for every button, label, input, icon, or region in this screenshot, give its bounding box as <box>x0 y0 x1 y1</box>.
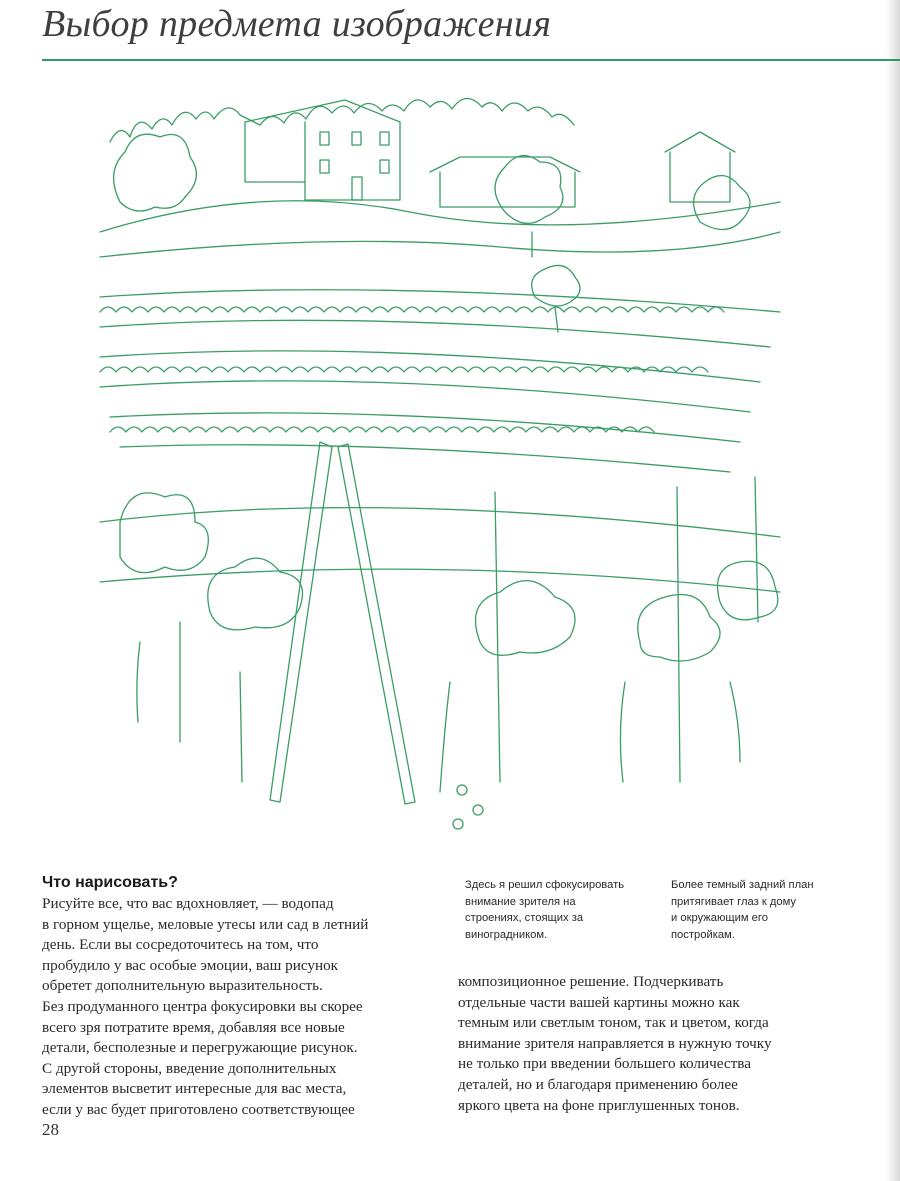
farmhouse-door <box>352 177 362 200</box>
farmhouse-window <box>380 160 389 173</box>
vine-row <box>120 445 730 472</box>
body-text-line: детали, бесполезные и перегружающие рисунок. <box>42 1039 358 1057</box>
background-treeline <box>110 98 574 142</box>
vineyard-illustration <box>80 82 800 842</box>
body-text-line: не только при введении большего количества <box>458 1055 751 1073</box>
caption-dark-background <box>671 877 851 943</box>
farmhouse-left-wing <box>245 122 305 182</box>
body-text-line: яркого цвета на фоне приглушенных тонов. <box>458 1096 740 1114</box>
vine-trunk <box>137 642 140 722</box>
body-text-line: всего зря потратите время, добавляя все новые <box>42 1018 345 1036</box>
farmhouse-roof <box>245 100 400 122</box>
page-title: Выбор предмета изображения <box>42 3 552 45</box>
body-text-line: внимание зрителя направляется в нужную точку <box>458 1034 772 1052</box>
body-text-line: Без продуманного центра фокусировки вы скорее <box>42 997 363 1015</box>
flower-doodle <box>457 785 467 795</box>
body-text-line: отдельные части вашей картины можно как <box>458 993 740 1011</box>
vine-foreground <box>120 493 208 573</box>
vine-post <box>755 477 758 622</box>
body-text-line: С другой стороны, введение дополнительных <box>42 1059 337 1077</box>
caption-line: виноградником. <box>465 928 548 941</box>
body-text-left-column <box>42 894 442 1121</box>
caption-line: и окружающим его <box>671 912 768 924</box>
vine-post <box>270 442 332 802</box>
body-text-line: пробудило у вас особые эмоции, ваш рисунок <box>42 956 339 974</box>
hill-contour <box>100 232 780 257</box>
vine-trunk <box>440 682 450 792</box>
body-text-line: деталей, но и благодаря применению более <box>458 1075 738 1093</box>
section-heading: Что нарисовать? <box>42 874 178 891</box>
title-rule <box>42 59 900 61</box>
caption-line: притягивает глаз к дому <box>671 895 797 908</box>
caption-line: внимание зрителя на <box>465 895 576 908</box>
vine-row <box>100 351 760 382</box>
body-text-line: день. Если вы сосредоточитесь на том, что <box>42 936 319 954</box>
vine-post <box>495 492 500 782</box>
page-number: 28 <box>42 1120 59 1139</box>
body-text-line: композиционное решение. Подчеркивать <box>458 973 724 990</box>
farmhouse-window <box>320 160 329 173</box>
flower-doodle <box>473 805 483 815</box>
flower-doodle <box>453 819 463 829</box>
vine-trunk <box>620 682 625 782</box>
body-text-line: Рисуйте все, что вас вдохновляет, — водопад <box>42 895 334 912</box>
barn-walls <box>440 172 575 207</box>
vine-trunk <box>730 682 740 762</box>
farmhouse-window <box>352 132 361 145</box>
vine-foliage <box>110 427 654 432</box>
tree-small <box>532 265 580 332</box>
right-house-walls <box>670 152 730 202</box>
farmhouse-window <box>320 132 329 145</box>
tree-left <box>114 134 197 211</box>
right-house-roof <box>665 132 735 152</box>
caption-line: Здесь я решил сфокусировать <box>465 879 625 891</box>
vine-foreground <box>208 558 303 630</box>
caption-focus-buildings <box>465 877 645 943</box>
body-text-line: темным или светлым тоном, так и цветом, когда <box>458 1014 769 1032</box>
body-text-line: элементов высветит интересные для вас места, <box>42 1080 347 1098</box>
vine-foliage <box>100 307 724 312</box>
vine-foreground <box>476 581 576 656</box>
vine-post <box>677 487 680 782</box>
vine-row <box>100 320 770 347</box>
caption-line: Более темный задний план <box>671 879 814 891</box>
vine-row <box>100 381 750 412</box>
caption-line: строениях, стоящих за <box>465 912 584 924</box>
body-text-line: обретет дополнительную выразительность. <box>42 977 323 995</box>
farmhouse-window <box>380 132 389 145</box>
vine-post <box>240 672 242 782</box>
vine-foliage <box>100 367 708 372</box>
barn-roof <box>430 157 580 172</box>
body-text-line: если у вас будет приготовлено соответствующее <box>42 1100 355 1118</box>
body-text-right-column <box>458 972 848 1116</box>
body-text-line: в горном ущелье, меловые утесы или сад в летний <box>42 915 369 933</box>
page-edge-shadow <box>886 0 900 1181</box>
vine-post <box>338 444 415 804</box>
tree-center <box>495 156 563 257</box>
caption-line: постройкам. <box>671 928 735 941</box>
